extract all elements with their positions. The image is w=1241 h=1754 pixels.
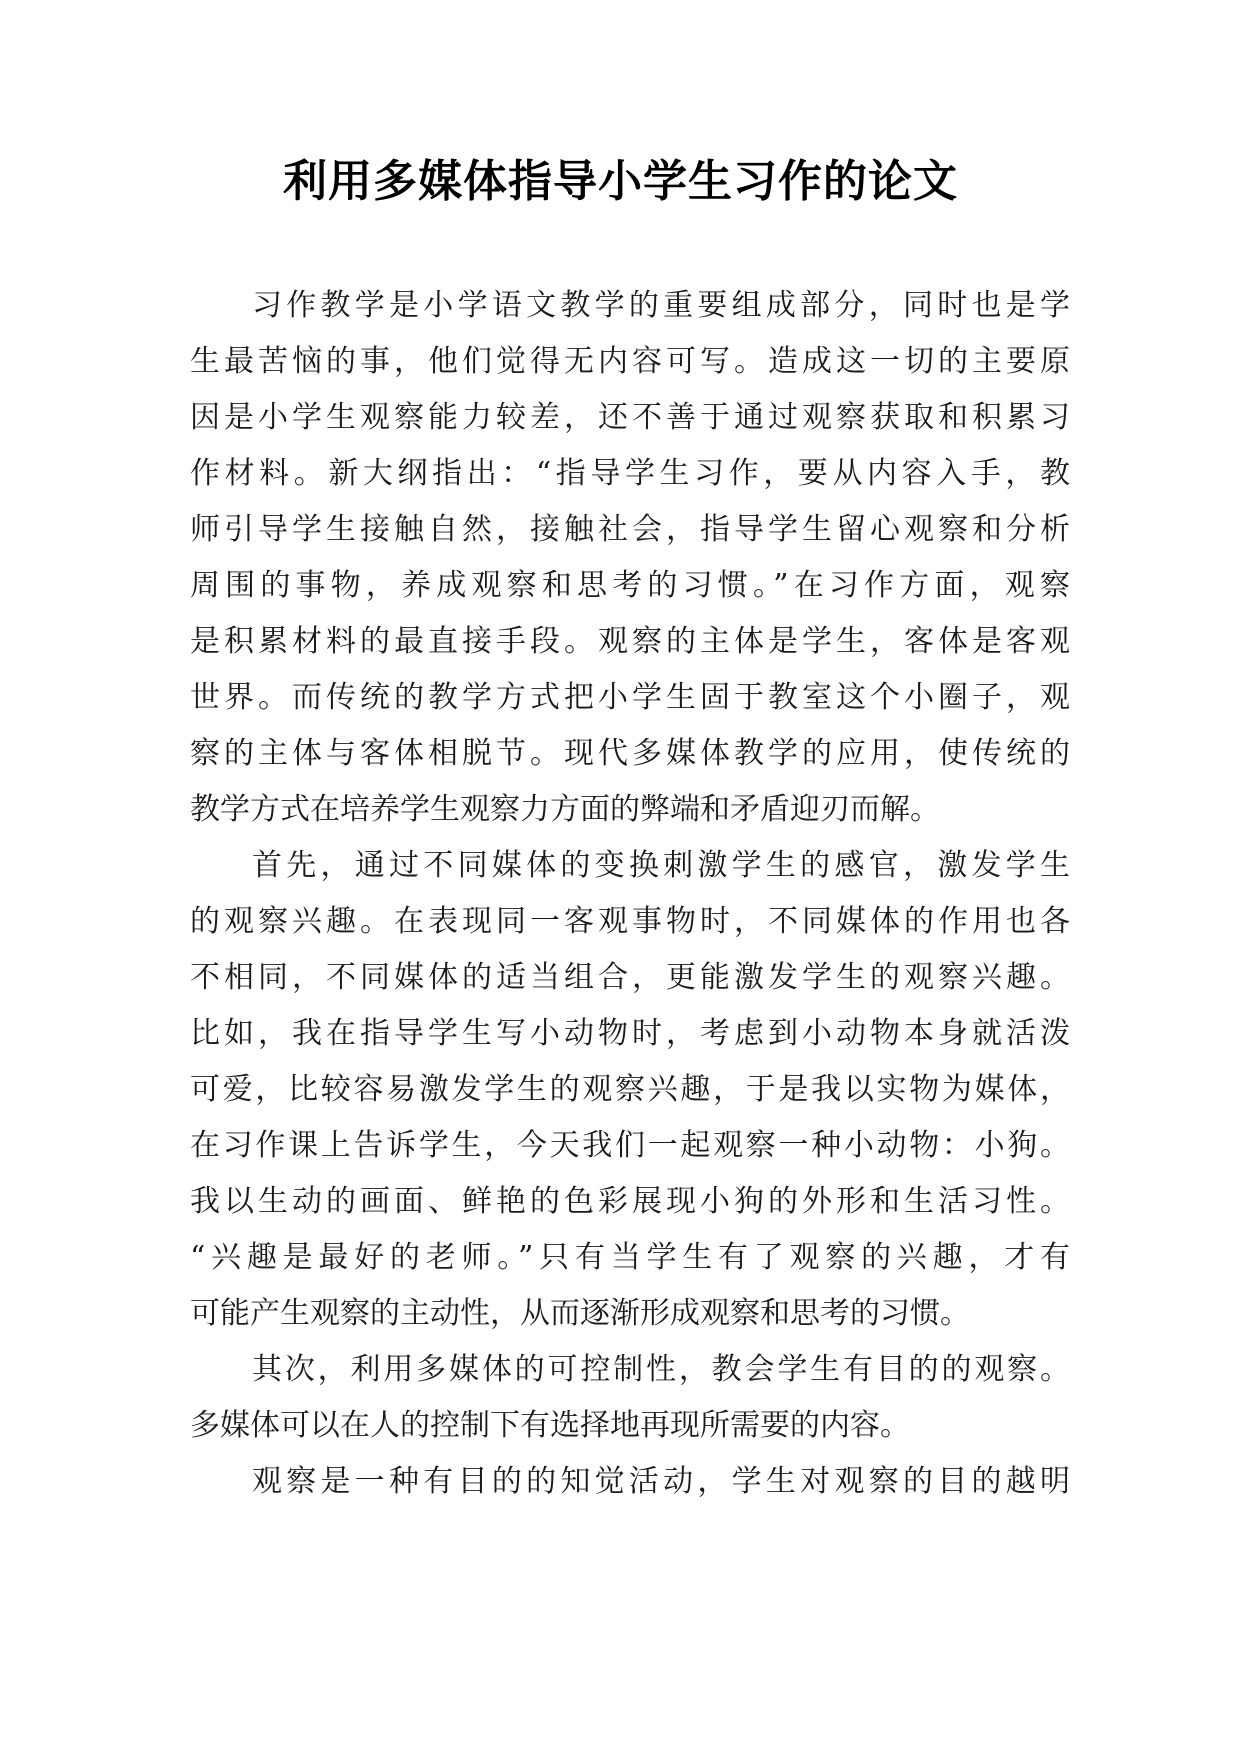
text-line: 可爱，比较容易激发学生的观察兴趣，于是我以实物为媒体， — [190, 1072, 1070, 1107]
text-line: 世界。而传统的教学方式把小学生固于教室这个小圈子，观 — [190, 680, 1070, 715]
text-line: 在习作课上告诉学生，今天我们一起观察一种小动物：小狗。 — [190, 1128, 1070, 1163]
text-line: 首先，通过不同媒体的变换刺激学生的感官，激发学生 — [252, 848, 1070, 883]
text-line: 是积累材料的最直接手段。观察的主体是学生，客体是客观 — [190, 624, 1070, 659]
text-line: 多媒体可以在人的控制下有选择地再现所需要的内容。 — [190, 1408, 910, 1443]
text-line: 其次，利用多媒体的可控制性，教会学生有目的的观察。 — [252, 1352, 1070, 1387]
text-line: 周围的事物，养成观察和思考的习惯。”在习作方面，观察 — [190, 568, 1070, 603]
text-line: 作材料。新大纲指出：“指导学生习作，要从内容入手，教 — [190, 456, 1070, 491]
text-line: 习作教学是小学语文教学的重要组成部分，同时也是学 — [252, 288, 1070, 323]
page-title: 利用多媒体指导小学生习作的论文 — [283, 156, 958, 207]
text-line: 察的主体与客体相脱节。现代多媒体教学的应用，使传统的 — [190, 736, 1070, 771]
document-body — [190, 278, 1070, 1510]
text-line: 可能产生观察的主动性，从而逐渐形成观察和思考的习惯。 — [190, 1296, 970, 1331]
text-line: 生最苦恼的事，他们觉得无内容可写。造成这一切的主要原 — [190, 344, 1070, 379]
text-line: 师引导学生接触自然，接触社会，指导学生留心观察和分析 — [190, 512, 1070, 547]
text-line: “兴趣是最好的老师。”只有当学生有了观察的兴趣，才有 — [190, 1240, 1070, 1275]
text-line: 的观察兴趣。在表现同一客观事物时，不同媒体的作用也各 — [190, 904, 1070, 939]
text-line: 观察是一种有目的的知觉活动，学生对观察的目的越明 — [252, 1464, 1070, 1499]
text-line: 不相同，不同媒体的适当组合，更能激发学生的观察兴趣。 — [190, 960, 1070, 995]
text-line: 教学方式在培养学生观察力方面的弊端和矛盾迎刃而解。 — [190, 792, 940, 827]
text-line: 因是小学生观察能力较差，还不善于通过观察获取和积累习 — [190, 400, 1070, 435]
text-line: 比如，我在指导学生写小动物时，考虑到小动物本身就活泼 — [190, 1016, 1070, 1051]
text-line: 我以生动的画面、鲜艳的色彩展现小狗的外形和生活习性。 — [190, 1184, 1070, 1219]
